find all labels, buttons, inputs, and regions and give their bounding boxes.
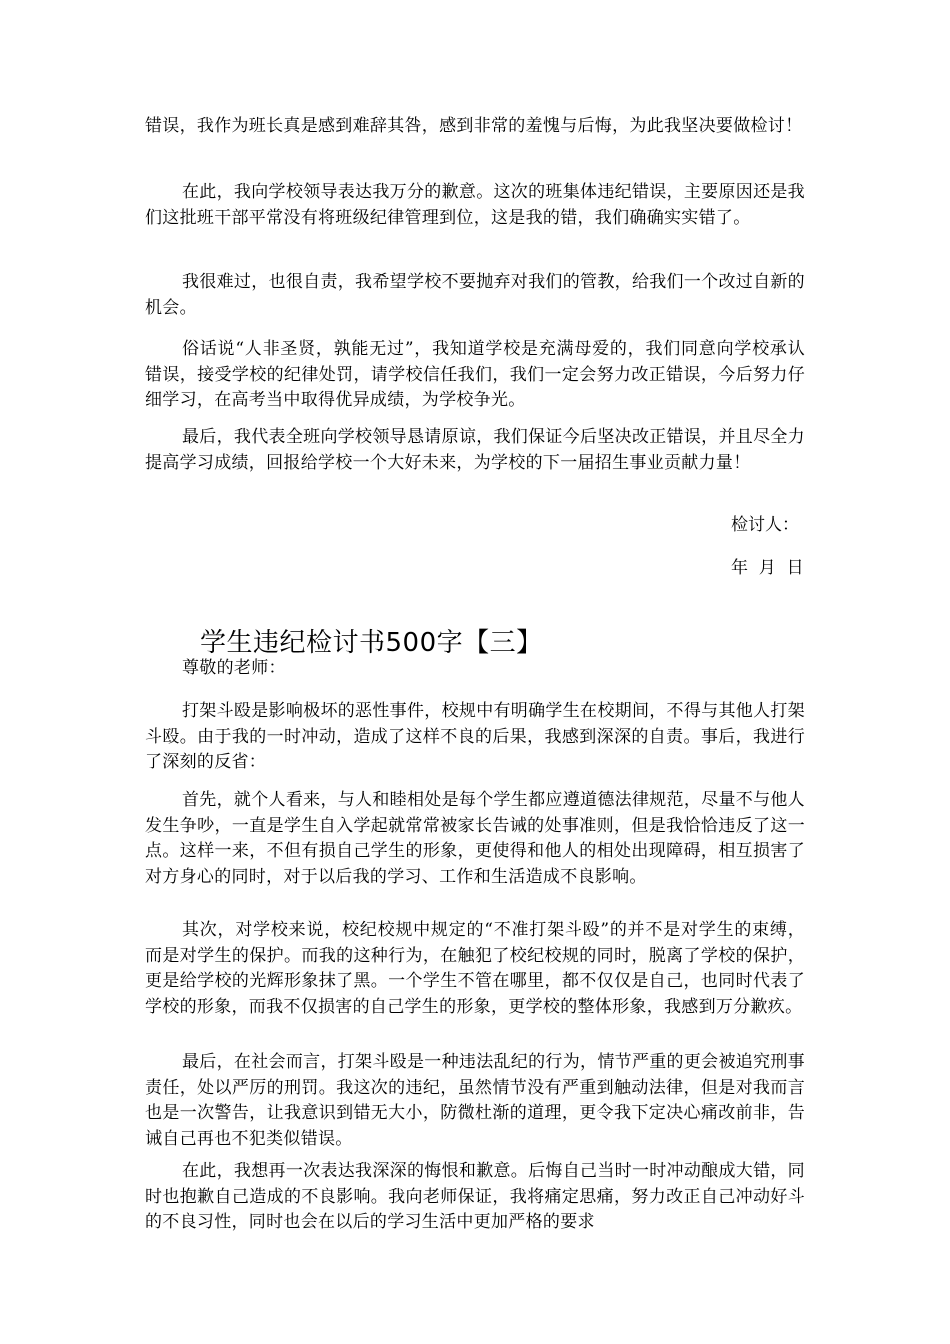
paragraph: 俗话说“人非圣贤，孰能无过”，我知道学校是充满母爱的，我们同意向学校承认错误，接受学校的纪律处罚，请学校信任我们，我们一定会努力改正错误，今后努力仔细学习，在高考当中取得优异成绩，为学校争光。	[145, 339, 805, 410]
section-title: 学生违纪检讨书500字【三】	[200, 627, 543, 658]
paragraph: 错误，我作为班长真是感到难辞其咎，感到非常的羞愧与后悔，为此我坚决要做检讨！	[145, 116, 803, 136]
greeting: 尊敬的老师：	[182, 658, 286, 678]
paragraph: 在此，我想再一次表达我深深的悔恨和歉意。后悔自己当时一时冲动酿成大错，同时也抱歉自己造成的不良影响。我向老师保证，我将痛定思痛，努力改正自己冲动好斗的不良习性，同时也会在以后的学习生活中更加严格的要求	[145, 1161, 805, 1232]
paragraph: 最后，在社会而言，打架斗殴是一种违法乱纪的行为，情节严重的更会被追究刑事责任，处以严厉的刑罚。我这次的违纪，虽然情节没有严重到触动法律，但是对我而言也是一次警告，让我意识到错无大小，防微杜渐的道理，更令我下定决心痛改前非，告诫自己再也不犯类似错误。	[145, 1052, 805, 1149]
date-line: 年 月 日	[731, 558, 804, 578]
paragraph: 最后，我代表全班向学校领导恳请原谅，我们保证今后坚决改正错误，并且尽全力提高学习成绩，回报给学校一个大好未来，为学校的下一届招生事业贡献力量！	[145, 427, 805, 473]
paragraph: 打架斗殴是影响极坏的恶性事件，校规中有明确学生在校期间，不得与其他人打架斗殴。由于我的一时冲动，造成了这样不良的后果，我感到深深的自责。事后，我进行了深刻的反省：	[145, 701, 805, 772]
paragraph: 首先，就个人看来，与人和睦相处是每个学生都应遵道德法律规范，尽量不与他人发生争吵，一直是学生自入学起就常常被家长告诫的处事准则，但是我恰恰违反了这一点。这样一来，不但有损自己学生的形象，更使得和他人的相处出现障碍，相互损害了对方身心的同时，对于以后我的学习、工作和生活造成不良影响。	[145, 790, 805, 887]
paragraph: 我很难过，也很自责，我希望学校不要抛弃对我们的管教，给我们一个改过自新的机会。	[145, 272, 805, 318]
paragraph: 在此，我向学校领导表达我万分的歉意。这次的班集体违纪错误，主要原因还是我们这批班干部平常没有将班级纪律管理到位，这是我的错，我们确确实实错了。	[145, 182, 805, 228]
signature-line: 检讨人：	[731, 515, 799, 535]
paragraph: 其次，对学校来说，校纪校规中规定的“不准打架斗殴”的并不是对学生的束缚，而是对学生的保护。而我的这种行为，在触犯了校纪校规的同时，脱离了学校的保护，更是给学校的光辉形象抹了黑。一个学生不管在哪里，都不仅仅是自己，也同时代表了学校的形象，而我不仅损害的自己学生的形象，更学校的整体形象，我感到万分歉疚。	[145, 920, 805, 1017]
